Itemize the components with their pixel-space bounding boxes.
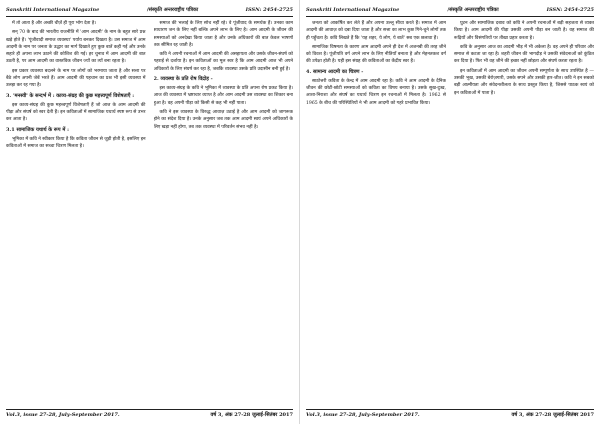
section-heading: 3.1 सामाजिक यथार्थ के रूप में : (6, 126, 69, 133)
text-columns (6, 20, 293, 406)
header-hindi-title: /संस्कृति अन्तरराष्ट्रीय पत्रिका (447, 7, 499, 13)
page-footer (6, 409, 293, 420)
header-issn: ISSN: 2454-2725 (245, 7, 293, 13)
header-journal-title: Sanskriti International Magazine (6, 7, 100, 13)
paragraph: घुटन और सामाजिक दबाव को कवि ने अपनी रचनाओं में बड़ी सहजता से व्यक्त किया है। आम आदमी की पीड़ा उसकी अपनी पीड़ा बन जाती है। वह समाज की रूढ़ियों और विसंगतियों पर तीखा प्रहार करता है। (454, 21, 594, 41)
paragraph: कवि के अनुसार आज का आदमी भीड़ में भी अकेला है। वह अपने ही परिवार और समाज से कटता जा रहा है। शहरी जीवन की भागदौड़ ने उसकी संवेदनाओं को कुंठित कर दिया है। फिर भी वह जीने की इच्छा नहीं छोड़ता और संघर्ष करता रहता है। (454, 44, 594, 65)
header-journal-title: Sanskriti International Magazine (306, 7, 400, 13)
paragraph: कवि ने अपनी रचनाओं में आम आदमी की असहायता और उसके जीवन-संघर्ष को गहराई से दर्शाया है। इन कविताओं का मूल स्वर है कि आम आदमी आज भी अपने अधिकारों के लिए संघर्ष कर रहा है, जबकि व्यवस्था उसके प्रति उदासीन बनी हुई है। (153, 52, 293, 72)
paragraph: जनता को आकर्षित कर लेते हैं और अपना उल्लू सीधा करते हैं। समाज में आम आदमी की आवाज़ को दबा दिया जाता है और सत्ता का लाभ कुछ गिने-चुने लोगों तक ही पहुँचता है। कवि लिखते हैं कि 'यह शहर, ये लोग, ये बातें' सब एक छलावा हैं। (306, 21, 446, 41)
paragraph: इन कविताओं में आम आदमी का जीवन अपनी सम्पूर्णता के साथ उपस्थित है — उसकी भूख, उसकी बेरोज़गारी, उसके सपने और उसकी हार-जीत। कवि ने इन सबको बड़ी आत्मीयता और संवेदनशीलता के साथ प्रस्तुत किया है, जिससे पाठक स्वयं को इन कविताओं में पाता है। (454, 68, 594, 96)
section-heading: 4. सामान्य आदमी का चित्रण - (306, 68, 364, 75)
text-column (6, 20, 146, 406)
page-footer (306, 409, 594, 420)
text-column (454, 20, 594, 406)
footer-volume-english: Vol.3, issue 27-28, July-September 2017. (306, 412, 420, 418)
page-header (306, 4, 594, 17)
paragraph: में तो आता है और अच्छी चीज़ें ही पूरा भोग देता है। (12, 21, 97, 26)
paragraph: इस प्रकार व्यवस्था बदलने के नाम पर लोगों को भरमाया जाता है और सत्ता पर बैठे लोग अपनी जेबें भरते हैं। आम आदमी की पहचान का प्रश्न भी इसी व्यवस्था में उलझ कर रह गया है। (6, 68, 146, 89)
paragraph: साठोत्तरी कविता के केन्द्र में आम आदमी रहा है। कवि ने आम आदमी के दैनिक जीवन की छोटी-छोटी समस्याओं को कविता का विषय बनाया है। उसके सुख-दुःख, आशा-निराशा और संघर्ष का यथार्थ चित्रण इन रचनाओं में मिलता है। 1962 से 1965 के बीच की परिस्थितियों ने भी आम आदमी को गहरे प्रभावित किया। (306, 78, 446, 106)
footer-volume-hindi: वर्ष 3, अंक 27-28 जुलाई-सितंबर 2017 (210, 412, 293, 418)
text-column (154, 20, 294, 406)
section-heading: 3. 'मनस्वी' के सन्दर्भ में : काव्य-संग्रह की कुछ महत्त्वपूर्ण विशेषताएँ : (6, 92, 135, 99)
paragraph: समाज की भलाई के लिए सोच नहीं रहे। वे पूंजीवाद के समर्थक हैं। उनका काम साधारण जन के लिए नहीं बल्कि अपने लाभ के लिए है। आम आदमी के जीवन की समस्याओं को अनदेखा किया जाता है और उनके अधिकारों की बात केवल भाषणों तक सीमित रह जाती है। (153, 21, 293, 48)
footer-volume-hindi: वर्ष 3, अंक 27-28 जुलाई-सितंबर 2017 (511, 412, 594, 418)
header-hindi-title: /संस्कृति अन्तरराष्ट्रीय पत्रिका (146, 7, 199, 13)
paragraph: भूमिका में कवि ने स्वीकार किया है कि कविता जीवन से जुड़ी होती है, इसलिए इन कविताओं में समाज का सच्चा चित्रण मिलता है। (6, 136, 146, 149)
header-issn: ISSN: 2454-2725 (546, 7, 594, 13)
paragraph: सामाजिक विषमता के कारण आम आदमी अपने ही देश में अजनबी की तरह जीने को विवश है। पूंजीपति वर्ग अपने लाभ के लिए नीतियाँ बनाता है और मेहनतकश वर्ग की उपेक्षा होती है। यही इस संग्रह की कविताओं का केंद्रीय स्वर है। (306, 44, 446, 65)
page-header (6, 4, 293, 17)
paragraph: इस काव्य-संग्रह के कवि ने भूमिका में व्यवस्था के प्रति अपना रोष प्रकट किया है। आज की व्यवस्था में भ्रष्टाचार व्याप्त है और आम आदमी उस व्यवस्था का शिकार बना हुआ है। वह अपनी पीड़ा को किसी से कह भी नहीं पाता। (153, 86, 293, 106)
paragraph: इस काव्य-संग्रह की कुछ महत्त्वपूर्ण विशेषताएँ हैं जो आज के आम आदमी की पीड़ा और संघर्ष को स्वर देती हैं। इन कविताओं में सामाजिक यथार्थ स्पष्ट रूप से उभर कर आता है। (6, 102, 146, 123)
section-heading: 2. व्यवस्था के प्रति रोष विद्रोह - (153, 76, 213, 83)
text-columns (306, 20, 594, 406)
paragraph: सन् 70 के बाद की भारतीय राजनीति में 'आम आदमी' के नाम के बहुत सारे प्रश्न खड़े होते हैं। 'पूंजीवादी समाज व्यवस्था' पर्याय बनकर दिखता है। उस समाज में आम आदमी के नाम पर जनता के उद्धार का मार्ग दिखाते हुए कुछ बातें कही गईं और उनके सहारे ही अपना लाभ उठाने की कोशिश की गई। हर चुनाव में आम आदमी की बात उठती है, पर आम आदमी का वास्तविक जीवन ज्यों का त्यों बना रहता है। (6, 30, 146, 65)
footer-volume-english: Vol.3, issue 27-28, July-September 2017. (6, 412, 120, 418)
text-column (306, 20, 446, 406)
right-page (300, 0, 600, 424)
paragraph: कवि ने इस व्यवस्था के विरुद्ध आवाज़ उठाई है और आम आदमी को जागरूक होने का संदेश दिया है। उनके अनुसार जब तक आम आदमी स्वयं अपने अधिकारों के लिए खड़ा नहीं होगा, तब तक व्यवस्था में परिवर्तन संभव नहीं है। (153, 109, 293, 130)
